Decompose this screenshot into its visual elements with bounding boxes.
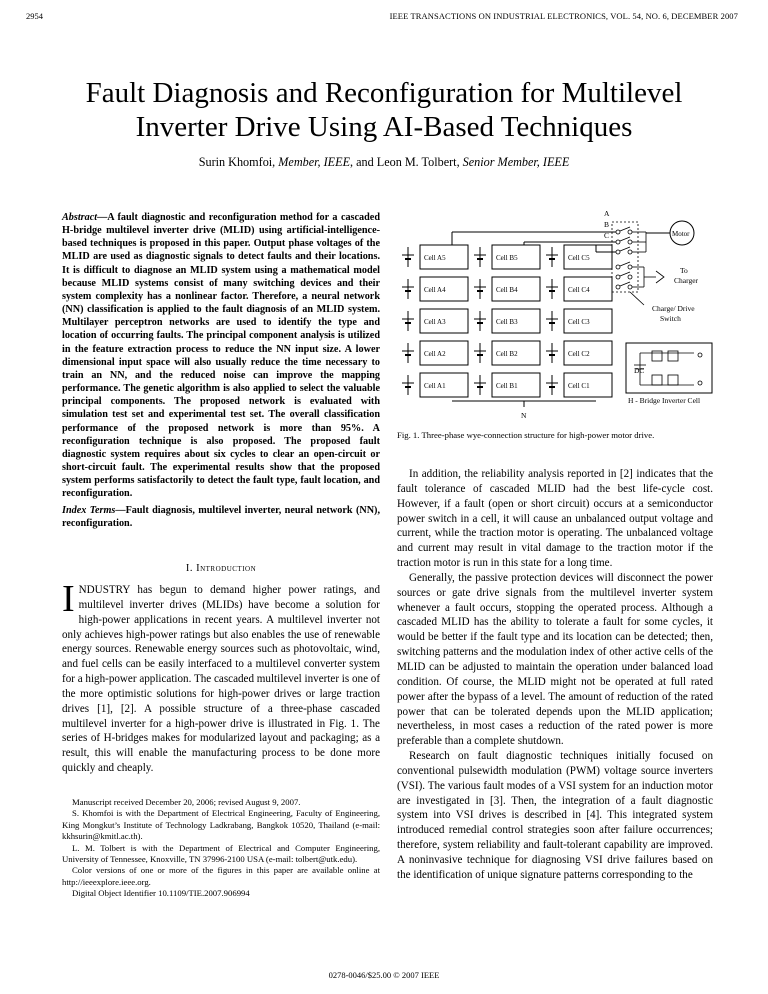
- footnote-doi: Digital Object Identifier 10.1109/TIE.2007.906994: [72, 888, 250, 899]
- switch-label-2: Switch: [660, 314, 681, 323]
- cell-label: Cell B5: [496, 254, 518, 262]
- inverter-cell: [474, 341, 540, 365]
- footnote-author-2: L. M. Tolbert is with the Department of Electrical and Computer Engineering, University of Tennessee, Knoxville, TN 37996-2100 USA (e-mail: tolbert@utk.edu).: [62, 842, 380, 865]
- title-line-2: Inverter Drive Using AI-Based Techniques: [135, 111, 633, 143]
- footnote-author-1: S. Khomfoi is with the Department of Electrical Engineering, Faculty of Engineering, King Mongkut’s Institute of Technology Ladkrabang, Bangkok 10520, Thailand (e-mail: kkhsurin@kmitl.ac.th).: [62, 808, 380, 842]
- author-line: [0, 155, 768, 170]
- inverter-cell: [546, 245, 612, 269]
- inverter-cell: [402, 277, 468, 301]
- author-2-role: Senior Member, IEEE: [462, 155, 570, 169]
- figure-1-caption: Fig. 1. Three-phase wye-connection structure for high-power motor drive.: [397, 430, 655, 440]
- inverter-cell: [402, 245, 468, 269]
- paragraph-protection: Generally, the passive protection devices will disconnect the power sources or gate drive signals from the multilevel inverter system whenever a fault occurs, stopping the operated process. Although a cascaded MLID has the ability to tolerate a fault for some cycles, it would be better if the fault type and its location can be detected; then, switching patterns and the modulation index of other active cells of the MLID can be adjusted to maintain the operation under balanced load condition. Of course, the MLID might not be operated at full rated power after the bypass of a level. The amount of reduction of the rated power that can be tolerated depends upon the MLID application; nevertheless, in most cases a reduction of the rated power is more preferable than a complete shutdown.: [397, 571, 713, 748]
- author-separator: , and Leon M. Tolbert,: [350, 155, 463, 169]
- charge-drive-switches: [612, 222, 664, 305]
- cell-label: Cell A3: [424, 318, 446, 326]
- inverter-cell: [546, 309, 612, 333]
- footnotes: [62, 797, 380, 900]
- dc-label: DC: [634, 366, 645, 375]
- neutral-label: N: [521, 411, 527, 420]
- footnote-color: Color versions of one or more of the figures in this paper are available online at http://ieeexplore.ieee.org.: [62, 865, 380, 887]
- inverter-cell: [402, 309, 468, 333]
- paragraph-reliability: In addition, the reliability analysis reported in [2] indicates that the fault tolerance of cascaded MLID had the best life-cycle cost. However, if a fault (open or short circuit) occurs at a semiconductor power switch in a cell, it will cause an unbalanced output voltage and current, while the traction motor is operating. The unbalanced voltage and current may result in vital damage to the traction motor if the traction motor is run in this state for a long time.: [397, 468, 713, 570]
- cell-label: Cell C3: [568, 318, 590, 326]
- index-terms-text: —Fault diagnosis, multilevel inverter, neural network (NN), reconfiguration.: [62, 505, 380, 530]
- abstract: [62, 211, 380, 500]
- motor-label: Motor: [672, 230, 690, 238]
- intro-paragraph: NDUSTRY has begun to demand higher power ratings, and multilevel inverter drives (MLIDs) have become a solution for high-power applications in recent years. A multilevel inverter not only achieves high-power ratings but also enables the use of renewable energy sources. Renewable energy sources such as photovoltaic, wind, and fuel cells can be easily interfaced to a multilevel converter system for a high-power application. The cascaded multilevel inverter is one of the more optimistic solutions for high-power drives or large traction drives [1], [2]. A possible structure of a three-phase cascaded multilevel inverter for a high-power drive is illustrated in Fig. 1. The series of H-bridges makes for modularized layout and packaging; as a result, this will enable the manufacturing process to be done more quickly and cheaply.: [62, 584, 381, 775]
- abstract-label: Abstract: [62, 212, 98, 223]
- cell-grid: [402, 245, 612, 397]
- copyright-footer: 0278-0046/$25.00 © 2007 IEEE: [328, 970, 440, 980]
- index-terms: [62, 504, 380, 530]
- charger-label-2: Charger: [674, 276, 699, 285]
- cell-label: Cell A5: [424, 254, 446, 262]
- h-bridge-label: H - Bridge Inverter Cell: [628, 396, 701, 405]
- cell-label: Cell C1: [568, 382, 590, 390]
- page-number: 2954: [26, 11, 43, 21]
- footnote-received: Manuscript received December 20, 2006; revised August 9, 2007.: [72, 797, 301, 807]
- inverter-cell: [546, 277, 612, 301]
- paragraph-research: Research on fault diagnostic techniques initially focused on conventional pulsewidth modulation (PWM) voltage source inverters (VSI). The various fault modes of a VSI system for an induction motor are investigated in [3]. Then, the integration of a fault diagnostic system into VSI drives is described in [4]. This integrated system introduced remedial control strategies soon after failure occurrences; therefore, system reliability and fault-tolerant capability are improved. A noninvasive technique for diagnosing VSI drive failures based on the identification of unique signature patterns corresponding to the: [397, 750, 713, 881]
- inverter-cell: [474, 245, 540, 269]
- inverter-cell: [402, 341, 468, 365]
- inverter-cell: [546, 373, 612, 397]
- cell-label: Cell A4: [424, 286, 446, 294]
- inverter-cell: [474, 277, 540, 301]
- cell-label: Cell B3: [496, 318, 518, 326]
- inverter-cell: [402, 373, 468, 397]
- journal-header: IEEE TRANSACTIONS ON INDUSTRIAL ELECTRONICS, VOL. 54, NO. 6, DECEMBER 2007: [389, 11, 738, 21]
- cell-label: Cell B2: [496, 350, 518, 358]
- figure-1-circuit: [394, 205, 716, 423]
- cell-label: Cell C2: [568, 350, 590, 358]
- section-title-introduction: I. Introduction: [185, 563, 257, 574]
- phase-label-b: B: [604, 220, 610, 229]
- cell-label: Cell B1: [496, 382, 518, 390]
- introduction-text: [62, 578, 381, 776]
- author-1: Surin Khomfoi,: [198, 155, 279, 169]
- inverter-cell: [474, 309, 540, 333]
- charger-label-1: To: [680, 266, 688, 275]
- inverter-cell: [474, 373, 540, 397]
- author-1-role: Member, IEEE: [278, 155, 351, 169]
- title-line-1: Fault Diagnosis and Reconfiguration for Multilevel: [85, 77, 683, 109]
- cell-label: Cell A2: [424, 350, 446, 358]
- paper-title: [0, 76, 768, 144]
- inverter-cell: [546, 341, 612, 365]
- index-terms-label: Index Terms: [62, 505, 116, 516]
- cell-label: Cell B4: [496, 286, 518, 294]
- phase-label-a: A: [604, 209, 610, 218]
- cell-label: Cell A1: [424, 382, 446, 390]
- cell-label: Cell C4: [568, 286, 590, 294]
- right-column-body: [397, 467, 713, 883]
- abstract-text: —A fault diagnostic and reconfiguration method for a cascaded H-bridge multilevel inverter drive (MLID) using artificial-intelligence-based techniques is proposed in this paper. Output phase voltages of the MLID are used as diagnostic signals to detect faults and their locations. It is difficult to diagnose an MLID system using a mathematical model because MLID systems consist of many switching devices and their system complexity has a nonlinear factor. Therefore, a neural network (NN) classification is applied to the fault diagnosis of an MLID system. Multilayer perceptron networks are used to identify the type and location of occurring faults. The principal component analysis is utilized in the feature extraction process to reduce the NN input size. A lower dimensional input space will also usually reduce the time necessary to train an NN, and the reduced noise can improve the mapping performance. The genetic algorithm is also applied to select the valuable principal components. The proposed network is evaluated with simulation test set and experimental test set. The overall classification performance of the proposed network is more than 95%. A reconfiguration technique is also proposed. The proposed fault diagnostic system requires about six cycles to clear an open-circuit or short-circuit fault. The experimental results show that the proposed system performs satisfactorily to detect the fault type, fault location, and reconfiguration.: [62, 212, 380, 500]
- cell-label: Cell C5: [568, 254, 590, 262]
- drop-cap: I: [62, 578, 75, 620]
- switch-label-1: Charge/ Drive: [652, 304, 695, 313]
- phase-label-c: C: [604, 231, 610, 240]
